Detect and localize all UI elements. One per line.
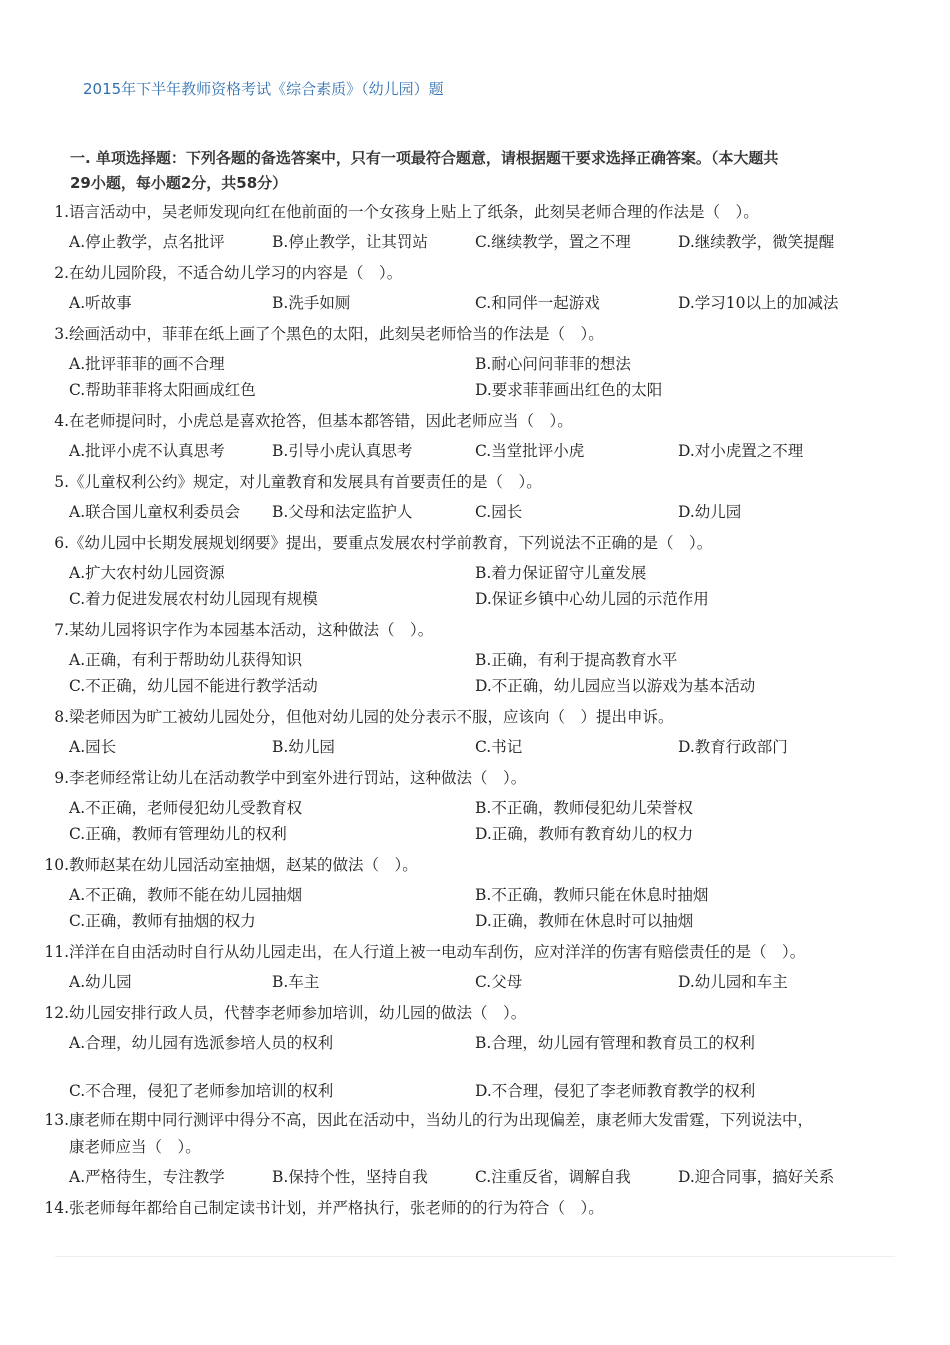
answer-option: A.批评小虎不认真思考	[69, 442, 225, 460]
answer-option: D.要求菲菲画出红色的太阳	[475, 381, 663, 399]
question-number: 14.	[44, 1199, 69, 1217]
answer-option: C.书记	[475, 738, 523, 756]
answer-option: B.正确，有利于提高教育水平	[475, 651, 678, 669]
answer-option: B.保持个性，坚持自我	[272, 1168, 428, 1186]
question-stem: 语言活动中，吴老师发现向红在他前面的一个女孩身上贴上了纸条，此刻吴老师合理的作法是（ ）。	[69, 203, 759, 221]
question-stem: 《幼儿园中长期发展规划纲要》提出，要重点发展农村学前教育，下列说法不正确的是（ ）。	[69, 534, 713, 552]
answer-option: C.正确，教师有抽烟的权力	[69, 912, 256, 930]
answer-option: D.对小虎置之不理	[678, 442, 804, 460]
answer-option: B.停止教学，让其罚站	[272, 233, 428, 251]
question-number: 9.	[54, 769, 69, 787]
answer-option: A.停止教学，点名批评	[69, 233, 225, 251]
question-stem: 梁老师因为旷工被幼儿园处分，但他对幼儿园的处分表示不服，应该向（ ）提出申诉。	[69, 708, 674, 726]
answer-option: B.父母和法定监护人	[272, 503, 413, 521]
answer-option: C.当堂批评小虎	[475, 442, 585, 460]
question-stem: 某幼儿园将识字作为本园基本活动，这种做法（ ）。	[69, 621, 434, 639]
answer-option: C.注重反省，调解自我	[475, 1168, 631, 1186]
question-stem: 张老师每年都给自己制定读书计划，并严格执行，张老师的的行为符合（ ）。	[69, 1199, 604, 1217]
answer-option: A.听故事	[69, 294, 132, 312]
answer-option: D.教育行政部门	[678, 738, 788, 756]
question-number: 3.	[54, 325, 69, 343]
answer-option: A.不正确，教师不能在幼儿园抽烟	[69, 886, 303, 904]
answer-option: B.幼儿园	[272, 738, 335, 756]
question-stem: 教师赵某在幼儿园活动室抽烟，赵某的做法（ ）。	[69, 856, 418, 874]
answer-option: A.正确，有利于帮助幼儿获得知识	[69, 651, 303, 669]
answer-option: A.幼儿园	[69, 973, 132, 991]
question-number: 2.	[54, 264, 69, 282]
answer-option: D.幼儿园和车主	[678, 973, 788, 991]
answer-option: D.正确，教师在休息时可以抽烟	[475, 912, 694, 930]
question-number: 11.	[44, 943, 69, 961]
question-stem: 李老师经常让幼儿在活动教学中到室外进行罚站，这种做法（ ）。	[69, 769, 527, 787]
section-heading-line-2: 29小题，每小题2分，共58分）	[70, 174, 288, 192]
question-stem: 康老师应当（ ）。	[69, 1138, 201, 1156]
question-stem: 绘画活动中，菲菲在纸上画了个黑色的太阳，此刻吴老师恰当的作法是（ ）。	[69, 325, 604, 343]
answer-option: D.学习10以上的加减法	[678, 294, 839, 312]
answer-option: D.不合理，侵犯了李老师教育教学的权利	[475, 1082, 756, 1100]
answer-option: B.引导小虎认真思考	[272, 442, 413, 460]
answer-option: B.着力保证留守儿童发展	[475, 564, 647, 582]
answer-option: D.正确，教师有教育幼儿的权力	[475, 825, 694, 843]
question-stem: 在老师提问时，小虎总是喜欢抢答，但基本都答错，因此老师应当（ ）。	[69, 412, 573, 430]
answer-option: A.批评菲菲的画不合理	[69, 355, 225, 373]
answer-option: B.洗手如厕	[272, 294, 351, 312]
answer-option: B.车主	[272, 973, 320, 991]
question-number: 7.	[54, 621, 69, 639]
question-stem: 洋洋在自由活动时自行从幼儿园走出，在人行道上被一电动车刮伤，应对洋洋的伤害有赔偿责任的是（ ）。	[69, 943, 806, 961]
doc-title: 2015年下半年教师资格考试《综合素质》（幼儿园）题	[83, 80, 444, 98]
answer-option: C.和同伴一起游戏	[475, 294, 600, 312]
question-number: 12.	[44, 1004, 69, 1022]
question-number: 8.	[54, 708, 69, 726]
question-number: 10.	[44, 856, 69, 874]
answer-option: C.正确，教师有管理幼儿的权利	[69, 825, 287, 843]
answer-option: C.继续教学，置之不理	[475, 233, 631, 251]
answer-option: B.不正确，教师只能在休息时抽烟	[475, 886, 709, 904]
section-heading-line-1: 一. 单项选择题：下列各题的备选答案中，只有一项最符合题意，请根据题干要求选择正确答案。（本大题共	[70, 149, 779, 167]
question-number: 5.	[54, 473, 69, 491]
answer-option: A.严格待生，专注教学	[69, 1168, 225, 1186]
answer-option: D.保证乡镇中心幼儿园的示范作用	[475, 590, 709, 608]
answer-option: A.园长	[69, 738, 117, 756]
answer-option: A.联合国儿童权利委员会	[69, 503, 241, 521]
answer-option: A.合理，幼儿园有选派参培人员的权利	[69, 1034, 334, 1052]
answer-option: C.不正确，幼儿园不能进行教学活动	[69, 677, 318, 695]
answer-option: B.耐心问问菲菲的想法	[475, 355, 631, 373]
answer-option: D.不正确，幼儿园应当以游戏为基本活动	[475, 677, 756, 695]
answer-option: C.帮助菲菲将太阳画成红色	[69, 381, 256, 399]
question-stem: 幼儿园安排行政人员，代替李老师参加培训，幼儿园的做法（ ）。	[69, 1004, 527, 1022]
answer-option: C.不合理，侵犯了老师参加培训的权利	[69, 1082, 334, 1100]
answer-option: D.幼儿园	[678, 503, 742, 521]
question-stem: 康老师在期中同行测评中得分不高，因此在活动中，当幼儿的行为出现偏差，康老师大发雷霆，下列说法中，	[69, 1111, 814, 1129]
question-stem: 《儿童权利公约》规定，对儿童教育和发展具有首要责任的是（ ）。	[69, 473, 542, 491]
answer-option: C.父母	[475, 973, 523, 991]
answer-option: C.着力促进发展农村幼儿园现有规模	[69, 590, 318, 608]
question-number: 4.	[54, 412, 69, 430]
answer-option: D.继续教学，微笑提醒	[678, 233, 835, 251]
question-number: 13.	[44, 1111, 69, 1129]
page-divider	[55, 1256, 895, 1257]
question-stem: 在幼儿园阶段，不适合幼儿学习的内容是（ ）。	[69, 264, 403, 282]
answer-option: A.扩大农村幼儿园资源	[69, 564, 225, 582]
answer-option: C.园长	[475, 503, 523, 521]
question-number: 6.	[54, 534, 69, 552]
question-number: 1.	[54, 203, 69, 221]
answer-option: D.迎合同事，搞好关系	[678, 1168, 835, 1186]
answer-option: B.合理，幼儿园有管理和教育员工的权利	[475, 1034, 755, 1052]
answer-option: A.不正确，老师侵犯幼儿受教育权	[69, 799, 303, 817]
answer-option: B.不正确，教师侵犯幼儿荣誉权	[475, 799, 693, 817]
